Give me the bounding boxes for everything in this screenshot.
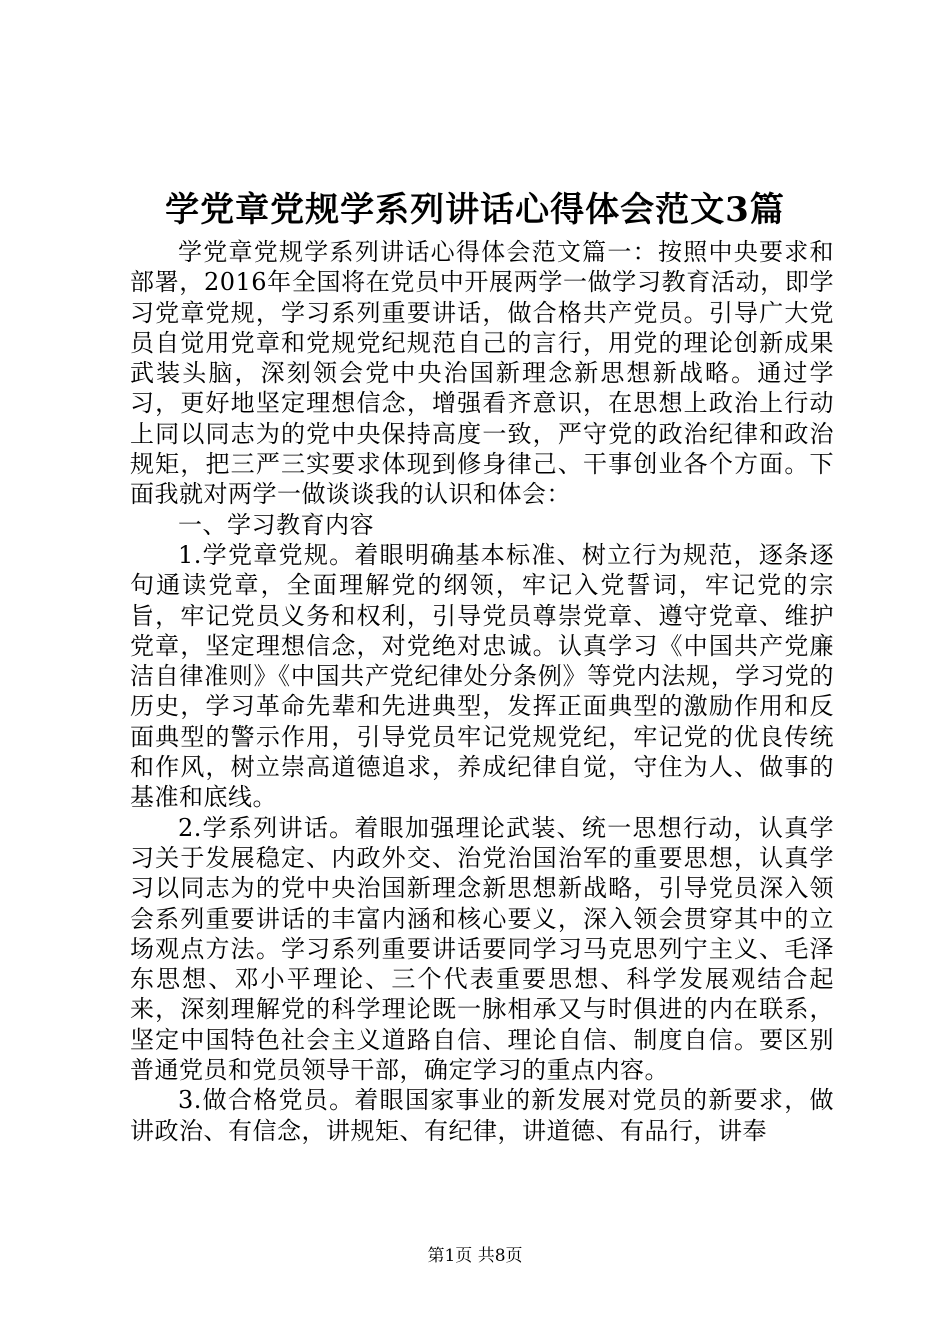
paragraph-intro: 学党章党规学系列讲话心得体会范文篇一：按照中央要求和部署，2016年全国将在党员中开展两学一做学习教育活动，即学习党章党规，学习系列重要讲话，做合格共产党员。引导广大党员自觉用党章和党规党纪规范自己的言行，用党的理论创新成果武装头脑，深刻领会党中央治国新理念新思想新战略。通过学习，更好地坚定理想信念，增强看齐意识，在思想上政治上行动上同以同志为的党中央保持高度一致，严守党的政治纪律和政治规矩，把三严三实要求体现到修身律己、干事创业各个方面。下面我就对两学一做谈谈我的认识和体会： (130, 238, 834, 509)
paragraph-item-2: 2.学系列讲话。着眼加强理论武装、统一思想行动，认真学习关于发展稳定、内政外交、治党治国治军的重要思想，认真学习以同志为的党中央治国新理念新思想新战略，引导党员深入领会系列重要讲话的丰富内涵和核心要义，深入领会贯穿其中的立场观点方法。学习系列重要讲话要同学习马克思列宁主义、毛泽东思想、邓小平理论、三个代表重要思想、科学发展观结合起来，深刻理解党的科学理论既一脉相承又与时俱进的内在联系，坚定中国特色社会主义道路自信、理论自信、制度自信。要区别普通党员和党员领导干部，确定学习的重点内容。 (130, 813, 834, 1085)
document-title: 学党章党规学系列讲话心得体会范文3篇 (165, 190, 785, 230)
paragraph-item-1: 1.学党章党规。着眼明确基本标准、树立行为规范，逐条逐句通读党章，全面理解党的纲领，牢记入党誓词，牢记党的宗旨，牢记党员义务和权利，引导党员尊崇党章、遵守党章、维护党章，坚定理想信念，对党绝对忠诚。认真学习《中国共产党廉洁自律准则》《中国共产党纪律处分条例》等党内法规，学习党的历史，学习革命先辈和先进典型，发挥正面典型的激励作用和反面典型的警示作用，引导党员牢记党规党纪，牢记党的优良传统和作风，树立崇高道德追求，养成纪律自觉，守住为人、做事的基准和底线。 (130, 540, 834, 812)
page-number-footer: 第1页 共8页 (427, 1246, 523, 1266)
paragraph-item-3: 3.做合格党员。着眼国家事业的新发展对党员的新要求，做讲政治、有信念，讲规矩、有纪律，讲道德、有品行，讲奉 (130, 1086, 834, 1145)
document-body (130, 237, 834, 1146)
section-heading-study-content: 一、学习教育内容 (178, 510, 374, 539)
